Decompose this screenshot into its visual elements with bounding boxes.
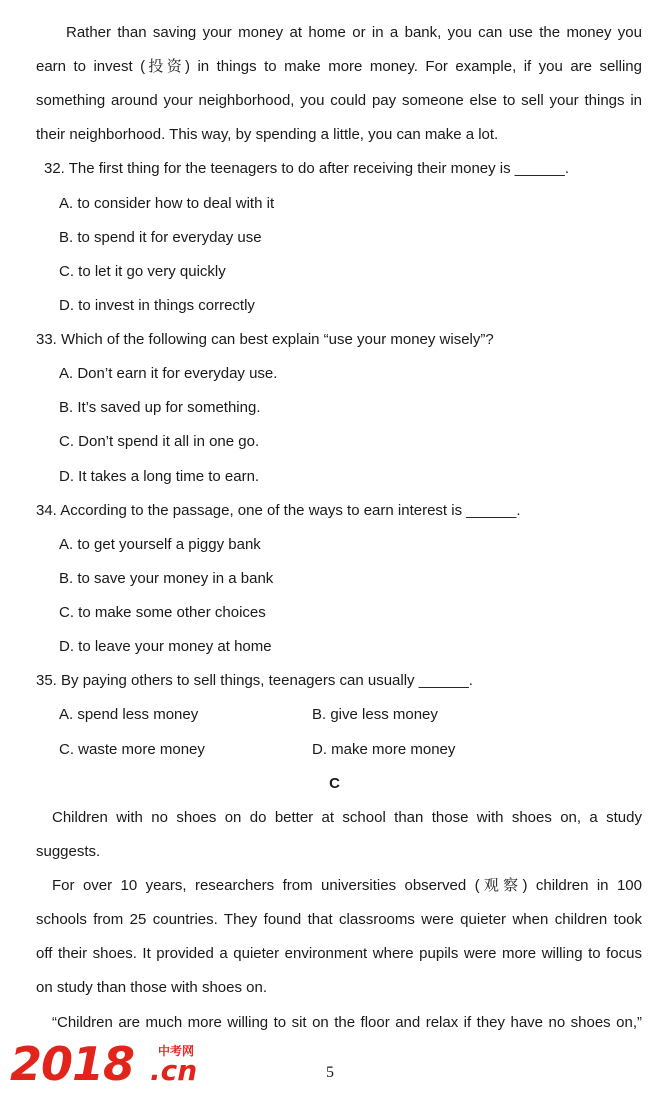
section-c-p3-line-1: “Children are much more willing to sit on the floor and relax if they have no shoes on,” — [52, 1014, 642, 1031]
question-33-option-d: D. It takes a long time to earn. — [59, 468, 260, 485]
question-34-option-c: C. to make some other choices — [59, 604, 266, 621]
section-c-p2-line-1: For over 10 years, researchers from universities observed (观察) children in 100 — [52, 877, 642, 894]
section-c-heading: C — [329, 775, 340, 792]
question-32-stem: 32. The first thing for the teenagers to do after receiving their money is ______. — [44, 160, 570, 177]
intro-line-3: something around your neighborhood, you could pay someone else to sell your things in — [36, 92, 642, 109]
question-32-option-d: D. to invest in things correctly — [59, 297, 255, 314]
section-c-p2-line-2: schools from 25 countries. They found that classrooms were quieter when children took — [36, 911, 642, 928]
question-33-option-b: B. It’s saved up for something. — [59, 399, 261, 416]
question-35-stem: 35. By paying others to sell things, teenagers can usually ______. — [36, 672, 473, 689]
question-35-option-a: A. spend less money — [59, 706, 199, 723]
question-34-option-a: A. to get yourself a piggy bank — [59, 536, 261, 553]
question-35-option-d: D. make more money — [312, 741, 456, 758]
question-35-option-c: C. waste more money — [59, 741, 205, 758]
watermark-domain: .cn — [150, 1054, 198, 1087]
section-c-p1-line-2: suggests. — [36, 843, 101, 860]
question-33-stem: 33. Which of the following can best explain “use your money wisely”? — [36, 331, 494, 348]
intro-line-4: their neighborhood. This way, by spending a little, you can make a lot. — [36, 126, 499, 143]
question-32-option-a: A. to consider how to deal with it — [59, 195, 275, 212]
question-34-option-b: B. to save your money in a bank — [59, 570, 274, 587]
question-33-option-c: C. Don’t spend it all in one go. — [59, 433, 260, 450]
question-35-option-b: B. give less money — [312, 706, 438, 723]
watermark-logo — [10, 1038, 210, 1098]
question-34-stem: 34. According to the passage, one of the ways to earn interest is ______. — [36, 502, 521, 519]
intro-line-2: earn to invest (投资) in things to make more money. For example, if you are selling — [36, 58, 642, 75]
section-c-p2-line-4: on study than those with shoes on. — [36, 979, 267, 996]
intro-line-1: Rather than saving your money at home or in a bank, you can use the money you — [66, 24, 642, 41]
question-33-option-a: A. Don’t earn it for everyday use. — [59, 365, 278, 382]
section-c-p2-line-3: off their shoes. It provided a quieter environment where pupils were more willing to focus — [36, 945, 642, 962]
watermark-site-name: 中考网 — [158, 1044, 195, 1058]
question-32-option-b: B. to spend it for everyday use — [59, 229, 262, 246]
watermark-number: 2018 — [10, 1037, 135, 1091]
question-34-option-d: D. to leave your money at home — [59, 638, 272, 655]
section-c-p1-line-1: Children with no shoes on do better at school than those with shoes on, a study — [52, 809, 642, 826]
question-32-option-c: C. to let it go very quickly — [59, 263, 226, 280]
page-number: 5 — [326, 1064, 334, 1081]
